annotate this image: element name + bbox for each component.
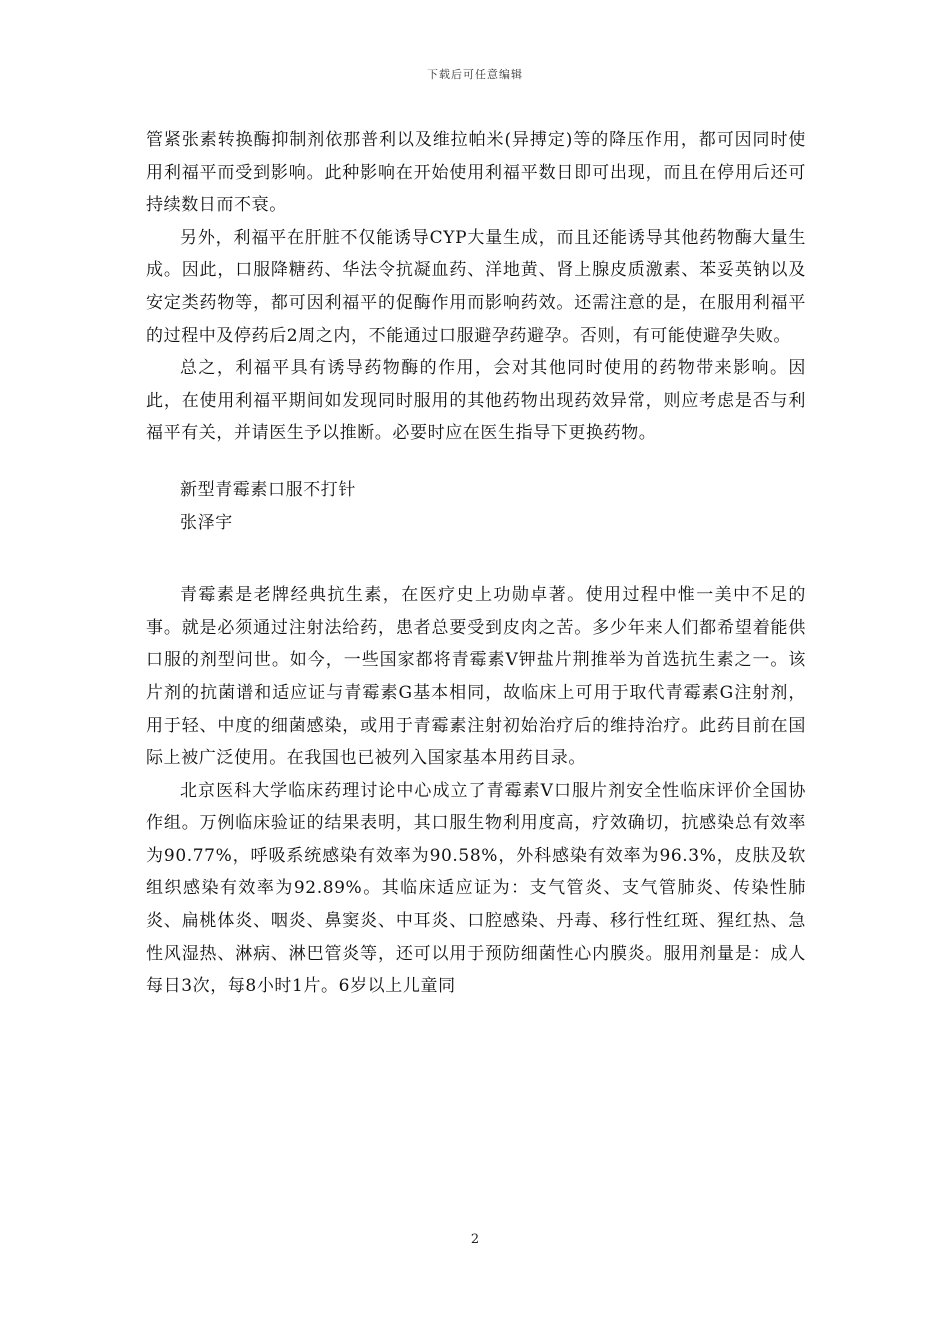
paragraph: 管紧张素转换酶抑制剂依那普利以及维拉帕米(异搏定)等的降压作用，都可因同时使用利福平而受到影响。此种影响在开始使用利福平数日即可出现，而且在停用后还可持续数日而不衰。 <box>146 130 806 216</box>
paragraph: 总之，利福平具有诱导药物酶的作用，会对其他同时使用的药物带来影响。因此，在使用利福平期间如发现同时服用的其他药物出现药效异常，则应考虑是否与利福平有关，并请医生予以推断。必要时应在医生指导下更换药物。 <box>146 358 806 444</box>
page-number: 2 <box>470 1232 480 1247</box>
paragraph: 另外，利福平在肝脏不仅能诱导CYP大量生成，而且还能诱导其他药物酶大量生成。因此，口服降糖药、华法令抗凝血药、洋地黄、肾上腺皮质激素、苯妥英钠以及安定类药物等，都可因利福平的促酶作用而影响药效。还需注意的是，在服用利福平的过程中及停药后2周之内，不能通过口服避孕药避孕。否则，有可能使避孕失败。 <box>146 227 806 346</box>
document-body <box>146 124 806 1003</box>
article-author: 张泽宇 <box>180 512 233 533</box>
page-header: 下载后可任意编辑 <box>427 68 523 81</box>
article-title: 新型青霉素口服不打针 <box>180 479 356 500</box>
paragraph: 青霉素是老牌经典抗生素，在医疗史上功勋卓著。使用过程中惟一美中不足的事。就是必须通过注射法给药，患者总要受到皮肉之苦。多少年来人们都希望着能供口服的剂型问世。如今，一些国家都将青霉素V钾盐片荆推举为首选抗生素之一。该片剂的抗菌谱和适应证与青霉素G基本相同，故临床上可用于取代青霉素G注射剂，用于轻、中度的细菌感染，或用于青霉素注射初始治疗后的维持治疗。此药目前在国际上被广泛使用。在我国也已被列入国家基本用药目录。 <box>146 585 806 769</box>
paragraph: 北京医科大学临床药理讨论中心成立了青霉素V口服片剂安全性临床评价全国协作组。万例临床验证的结果表明，其口服生物利用度高，疗效确切，抗感染总有效率为90.77%，呼吸系统感染有效率为90.58%，外科感染有效率为96.3%，皮肤及软组织感染有效率为92.89%。其临床适应证为：支气管炎、支气管肺炎、传染性肺炎、扁桃体炎、咽炎、鼻窦炎、中耳炎、口腔感染、丹毒、移行性红斑、猩红热、急性风湿热、淋病、淋巴管炎等，还可以用于预防细菌性心内膜炎。服用剂量是：成人每日3次，每8小时1片。6岁以上儿童同 <box>146 780 806 997</box>
